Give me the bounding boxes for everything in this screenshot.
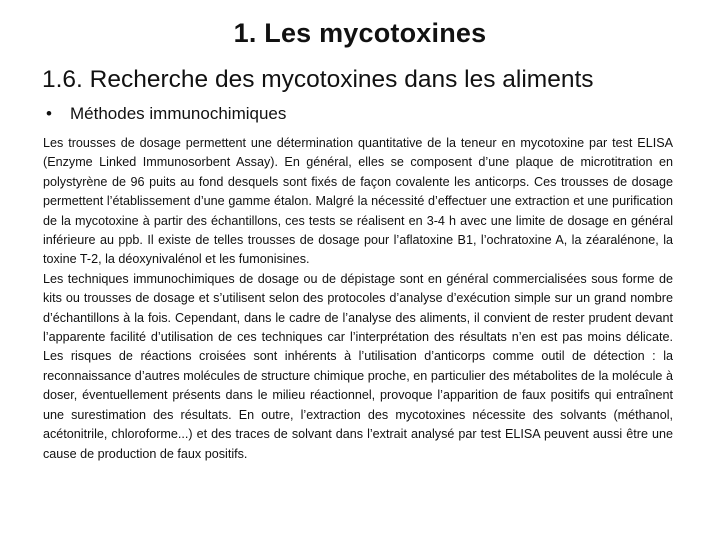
bullet-heading: [46, 104, 286, 124]
slide-subtitle: 1.6. Recherche des mycotoxines dans les aliments: [42, 66, 594, 93]
body-text: [43, 134, 673, 464]
bullet-icon: •: [46, 104, 52, 123]
slide-title: 1. Les mycotoxines: [233, 18, 487, 48]
paragraph-techniques: Les techniques immunochimiques de dosage ou de dépistage sont en général commercialisées sous forme de kits ou trousses de dosage et s’utilisent selon des protocoles d’analyse d’exécution simple sur un grand nombre d’échantillons à la fois. Cependant, dans le cadre de l’analyse des aliments, il convient de rester prudent devant l’apparente facilité d’utilisation de ces techniques car l’interprétation des résultats n’en est pas moins délicate. Les risques de réactions croisées sont inhérents à l’utilisation d’anticorps comme outil de détection : la reconnaissance d’autres molécules de structure chimique proche, en particulier des métabolites de la molécule à doser, éventuellement présents dans le milieu réactionnel, provoque l’apparition de faux positifs qui entraînent une surestimation des résultats. En outre, l’extraction des mycotoxines nécessite des solvants (méthanol, acétonitrile, chloroforme...) et des traces de solvant dans l’extrait analysé par test ELISA peuvent aussi être une cause de production de faux positifs.: [43, 271, 673, 461]
paragraph-elisa: Les trousses de dosage permettent une détermination quantitative de la teneur en mycotoxine par test ELISA (Enzyme Linked Immunosorbent Assay). En général, elles se composent d’une plaque de microtitration en polystyrène de 96 puits au fond desquels sont fixés de façon covalente les anticorps. Ces trousses de dosage permettent l’établissement d’une gamme étalon. Malgré la nécessité d’effectuer une extraction et une purification de la mycotoxine à partir des échantillons, ces tests se réalisent en 3-4 h avec une limite de dosage en général inférieure au ppb. Il existe de telles trousses de dosage pour l’aflatoxine B1, l’ochratoxine A, la zéaralénone, la toxine T-2, la déoxynivalénol et les fumonisines.: [43, 136, 673, 267]
bullet-text: Méthodes immunochimiques: [70, 104, 287, 123]
